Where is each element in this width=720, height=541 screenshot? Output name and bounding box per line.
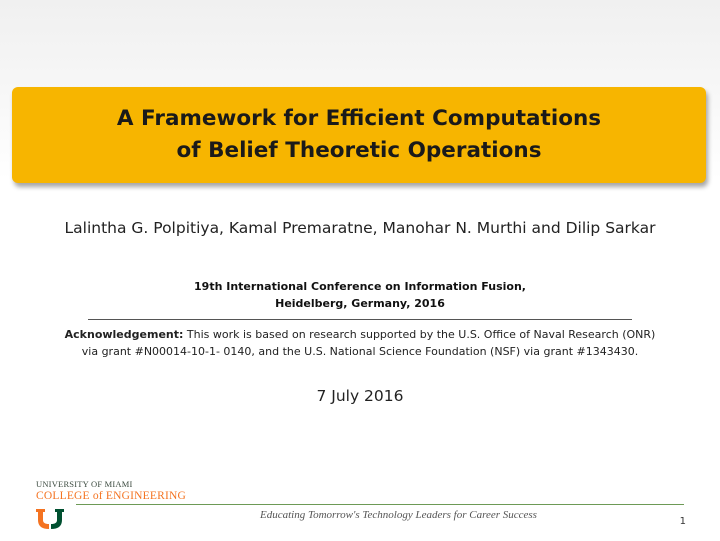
presentation-date: 7 July 2016 [316,387,404,405]
footer-rule [76,504,684,505]
u-logo-icon [36,509,64,529]
conference-line-1: 19th International Conference on Information Fusion, [194,280,526,293]
college-name: COLLEGE of ENGINEERING [36,490,187,502]
tagline: Educating Tomorrow's Technology Leaders for Career Success [260,509,537,521]
divider [88,319,632,320]
authors: Lalintha G. Polpitiya, Kamal Premaratne, Manohar N. Murthi and Dilip Sarkar [64,219,656,237]
title-box [12,87,706,183]
title-line-2: of Belief Theoretic Operations [176,138,542,163]
conference-info [0,278,720,312]
page-number: 1 [679,516,686,527]
acknowledgement-line-2: via grant #N00014-10-1- 0140, and the U.S. National Science Foundation (NSF) via grant #1343430. [81,345,639,358]
title-line-1: A Framework for Efficient Computations [116,106,602,131]
conference-line-2: Heidelberg, Germany, 2016 [275,297,445,310]
university-name: UNIVERSITY OF MIAMI [36,479,133,489]
acknowledgement-line-1: This work is based on research supported by the U.S. Office of Naval Research (ONR) [186,328,656,341]
acknowledgement [20,326,700,360]
acknowledgement-label: Acknowledgement: [64,328,184,341]
